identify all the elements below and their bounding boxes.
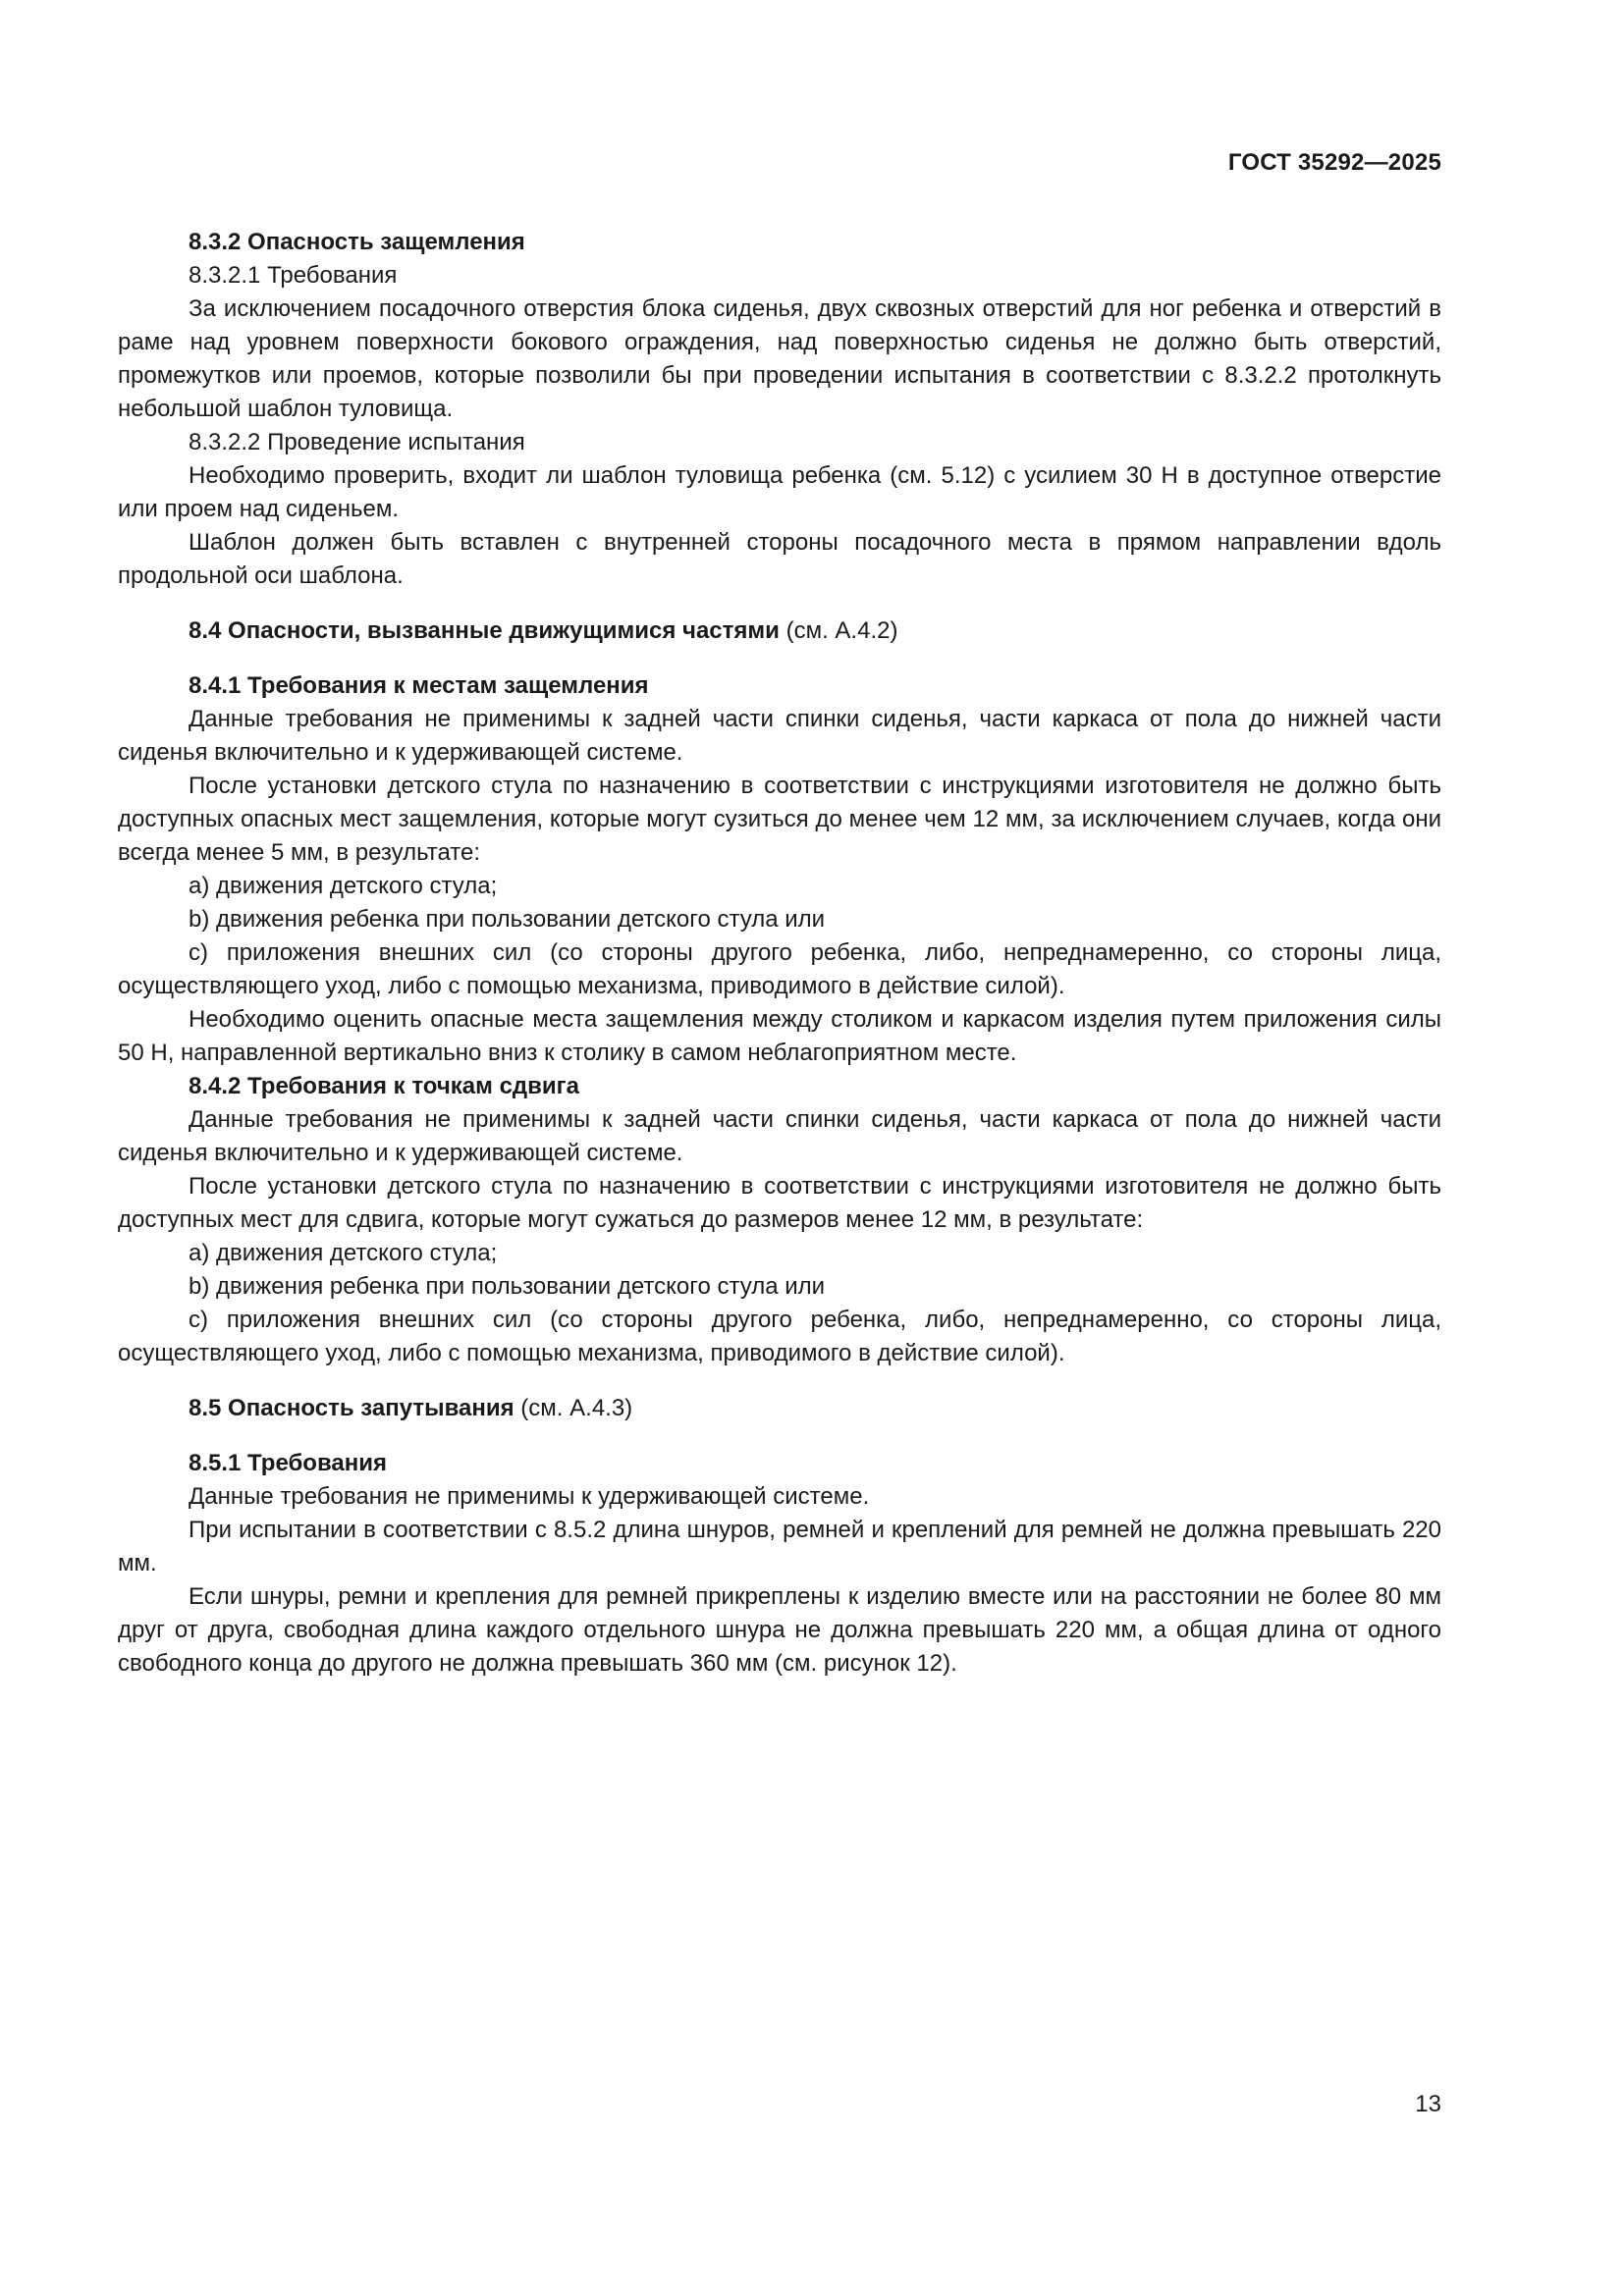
subsection-heading-8-3-2-2: 8.3.2.2 Проведение испытания	[189, 429, 525, 455]
paragraph: За исключением посадочного отверстия блока сиденья, двух сквозных отверстий для ног ребенка и отверстий в раме над уровнем поверхности бокового ограждения, над поверхностью сиденья не должно быть отверстий, промежутков или проемов, которые позволили бы при проведении испытания в соответствии с 8.3.2.2 протолкнуть небольшой шаблон туловища.	[118, 295, 1441, 422]
paragraph: После установки детского стула по назначению в соответствии с инструкциями изготовителя не должно быть доступных опасных мест защемления, которые могут сузиться до менее чем 12 мм, за исключением случаев, когда они всегда менее 5 мм, в результате:	[118, 773, 1441, 866]
subsection-heading-8-4-2: 8.4.2 Требования к точкам сдвига	[189, 1073, 580, 1099]
paragraph: Данные требования не применимы к задней части спинки сиденья, части каркаса от пола до нижней части сиденья включительно и к удерживающей системе.	[118, 706, 1441, 766]
list-item: a) движения детского стула;	[189, 873, 498, 899]
subsection-heading-8-5-1: 8.5.1 Требования	[189, 1450, 388, 1476]
list-item: c) приложения внешних сил (со стороны другого ребенка, либо, непреднамеренно, со стороны лица, осуществляющего уход, либо с помощью механизма, приводимого в действие силой).	[118, 939, 1441, 999]
paragraph: Необходимо оценить опасные места защемления между столиком и каркасом изделия путем приложения силы 50 Н, направленной вертикально вниз к столику в самом неблагоприятном месте.	[118, 1006, 1441, 1066]
section-heading-8-4-ref: (см. А.4.2)	[779, 617, 898, 644]
document-designation: ГОСТ 35292—2025	[1227, 149, 1441, 176]
paragraph: Данные требования не применимы к задней части спинки сиденья, части каркаса от пола до нижней части сиденья включительно и к удерживающей системе.	[118, 1106, 1441, 1166]
paragraph: Необходимо проверить, входит ли шаблон туловища ребенка (см. 5.12) с усилием 30 Н в доступное отверстие или проем над сиденьем.	[118, 462, 1441, 522]
section-heading-8-5-title: 8.5 Опасность запутывания	[189, 1395, 514, 1421]
page-number: 13	[1415, 2091, 1441, 2117]
section-heading-8-5	[118, 1392, 1441, 1425]
list-item: a) движения детского стула;	[189, 1240, 498, 1266]
list-item: b) движения ребенка при пользовании детского стула или	[189, 906, 826, 933]
paragraph: При испытании в соответствии с 8.5.2 длина шнуров, ремней и креплений для ремней не должна превышать 220 мм.	[118, 1517, 1441, 1576]
section-heading-8-4-title: 8.4 Опасности, вызванные движущимися частями	[189, 617, 780, 644]
list-item: c) приложения внешних сил (со стороны другого ребенка, либо, непреднамеренно, со стороны лица, осуществляющего уход, либо с помощью механизма, приводимого в действие силой).	[118, 1307, 1441, 1366]
section-heading-8-5-ref: (см. А.4.3)	[514, 1395, 633, 1421]
section-heading-8-3-2: 8.3.2 Опасность защемления	[189, 229, 525, 255]
paragraph: Шаблон должен быть вставлен с внутренней стороны посадочного места в прямом направлении вдоль продольной оси шаблона.	[118, 529, 1441, 589]
document-body	[118, 226, 1441, 1681]
list-item: b) движения ребенка при пользовании детского стула или	[189, 1273, 826, 1300]
section-heading-8-4	[118, 614, 1441, 648]
subsection-heading-8-4-1: 8.4.1 Требования к местам защемления	[189, 672, 649, 699]
paragraph: Если шнуры, ремни и крепления для ремней прикреплены к изделию вместе или на расстоянии не более 80 мм друг от друга, свободная длина каждого отдельного шнура не должна превышать 220 мм, а общая длина от одного свободного конца до другого не должна превышать 360 мм (см. рисунок 12).	[118, 1583, 1441, 1677]
paragraph: После установки детского стула по назначению в соответствии с инструкциями изготовителя не должно быть доступных мест для сдвига, которые могут сужаться до размеров менее 12 мм, в результате:	[118, 1173, 1441, 1233]
paragraph: Данные требования не применимы к удерживающей системе.	[189, 1483, 870, 1510]
subsection-heading-8-3-2-1: 8.3.2.1 Требования	[189, 262, 398, 289]
